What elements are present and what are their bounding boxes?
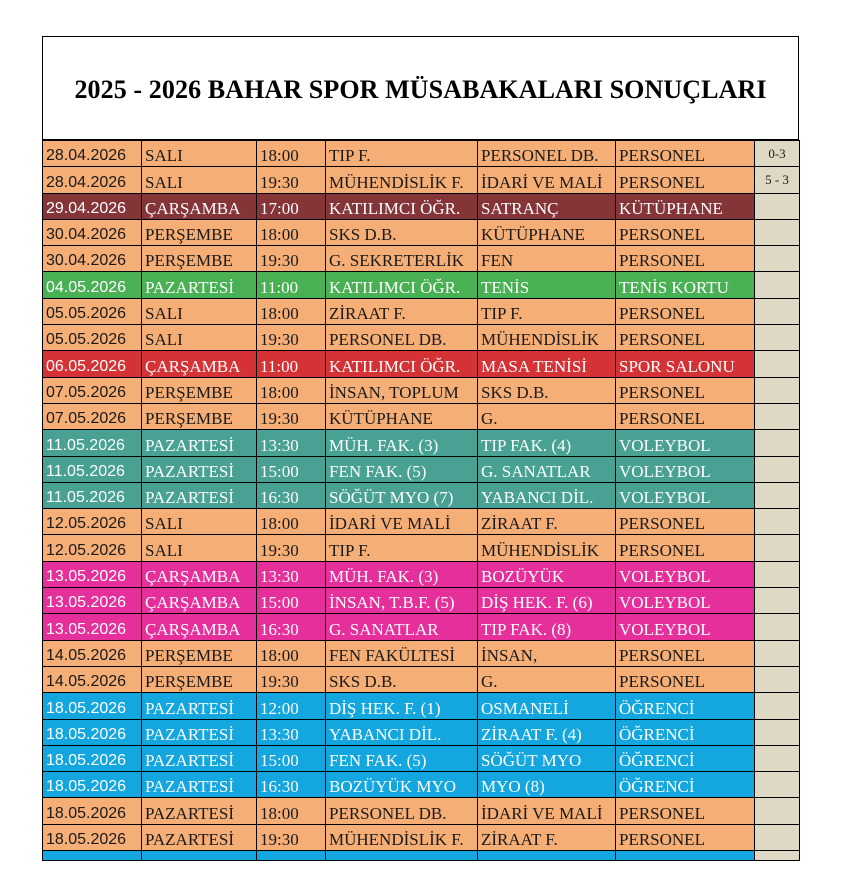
match-venue: PERSONEL — [616, 141, 755, 167]
home-team: PERSONEL DB. — [326, 798, 478, 824]
match-day — [142, 851, 257, 861]
table-row — [43, 509, 800, 535]
away-team: YABANCI DİL. — [478, 482, 616, 508]
match-date: 11.05.2026 — [43, 482, 142, 508]
home-team: SÖĞÜT MYO (7) — [326, 482, 478, 508]
match-venue: PERSONEL — [616, 219, 755, 245]
match-score — [755, 482, 800, 508]
away-team: ZİRAAT F. (4) — [478, 719, 616, 745]
away-team: TIP F. — [478, 298, 616, 324]
match-time: 13:30 — [257, 719, 326, 745]
table-row — [43, 772, 800, 798]
match-day: PAZARTESİ — [142, 772, 257, 798]
match-score — [755, 246, 800, 272]
home-team: G. SANATLAR — [326, 614, 478, 640]
match-date: 18.05.2026 — [43, 772, 142, 798]
home-team: FEN FAKÜLTESİ — [326, 640, 478, 666]
home-team: G. SEKRETERLİK — [326, 246, 478, 272]
away-team: G. — [478, 403, 616, 429]
match-day: PAZARTESİ — [142, 430, 257, 456]
match-score — [755, 772, 800, 798]
match-time: 19:30 — [257, 167, 326, 193]
match-venue: VOLEYBOL — [616, 456, 755, 482]
match-day: SALI — [142, 535, 257, 561]
match-day: PAZARTESİ — [142, 456, 257, 482]
match-time: 11:00 — [257, 351, 326, 377]
match-venue: SPOR SALONU — [616, 351, 755, 377]
home-team: MÜHENDİSLİK F. — [326, 824, 478, 850]
match-time: 18:00 — [257, 640, 326, 666]
match-venue: PERSONEL — [616, 798, 755, 824]
match-venue: VOLEYBOL — [616, 482, 755, 508]
match-score — [755, 298, 800, 324]
match-score — [755, 719, 800, 745]
match-day: ÇARŞAMBA — [142, 561, 257, 587]
match-day: PAZARTESİ — [142, 482, 257, 508]
home-team: BOZÜYÜK MYO — [326, 772, 478, 798]
table-row — [43, 535, 800, 561]
away-team: SATRANÇ — [478, 193, 616, 219]
away-team: TIP FAK. (4) — [478, 430, 616, 456]
match-score — [755, 614, 800, 640]
match-date: 05.05.2026 — [43, 325, 142, 351]
match-date: 28.04.2026 — [43, 141, 142, 167]
home-team: KATILIMCI ÖĞR. — [326, 351, 478, 377]
match-date: 05.05.2026 — [43, 298, 142, 324]
match-day: ÇARŞAMBA — [142, 193, 257, 219]
away-team: OSMANELİ — [478, 693, 616, 719]
table-row — [43, 482, 800, 508]
title-box — [42, 36, 799, 140]
match-score — [755, 535, 800, 561]
match-day: ÇARŞAMBA — [142, 614, 257, 640]
match-venue: PERSONEL — [616, 535, 755, 561]
match-time: 18:00 — [257, 377, 326, 403]
match-day: SALI — [142, 167, 257, 193]
away-team: DİŞ HEK. F. (6) — [478, 588, 616, 614]
match-score: 5 - 3 — [755, 167, 800, 193]
away-team: FEN — [478, 246, 616, 272]
home-team: SKS D.B. — [326, 666, 478, 692]
table-row — [43, 167, 800, 193]
match-venue: PERSONEL — [616, 377, 755, 403]
match-time: 16:30 — [257, 482, 326, 508]
match-date: 12.05.2026 — [43, 535, 142, 561]
away-team: ZİRAAT F. — [478, 824, 616, 850]
home-team — [326, 851, 478, 861]
away-team: G. — [478, 666, 616, 692]
match-venue: PERSONEL — [616, 509, 755, 535]
match-day: SALI — [142, 298, 257, 324]
table-row — [43, 851, 800, 861]
match-time: 16:30 — [257, 614, 326, 640]
away-team: MÜHENDİSLİK — [478, 535, 616, 561]
match-time: 19:30 — [257, 535, 326, 561]
match-day: PERŞEMBE — [142, 666, 257, 692]
match-score — [755, 561, 800, 587]
match-date: 18.05.2026 — [43, 693, 142, 719]
table-row — [43, 298, 800, 324]
match-time: 18:00 — [257, 298, 326, 324]
table-row — [43, 719, 800, 745]
match-date: 12.05.2026 — [43, 509, 142, 535]
match-score — [755, 824, 800, 850]
match-time: 13:30 — [257, 430, 326, 456]
match-time: 17:00 — [257, 193, 326, 219]
match-score — [755, 588, 800, 614]
table-row — [43, 219, 800, 245]
match-venue: ÖĞRENCİ — [616, 719, 755, 745]
table-row — [43, 561, 800, 587]
match-time: 19:30 — [257, 403, 326, 429]
match-score — [755, 456, 800, 482]
match-venue: VOLEYBOL — [616, 561, 755, 587]
match-date: 04.05.2026 — [43, 272, 142, 298]
match-date: 11.05.2026 — [43, 430, 142, 456]
results-table — [42, 140, 800, 861]
match-venue: PERSONEL — [616, 824, 755, 850]
table-row — [43, 351, 800, 377]
match-time: 18:00 — [257, 141, 326, 167]
match-score: 0-3 — [755, 141, 800, 167]
match-venue: PERSONEL — [616, 167, 755, 193]
home-team: ZİRAAT F. — [326, 298, 478, 324]
away-team: KÜTÜPHANE — [478, 219, 616, 245]
home-team: KATILIMCI ÖĞR. — [326, 193, 478, 219]
match-day: PERŞEMBE — [142, 246, 257, 272]
home-team: SKS D.B. — [326, 219, 478, 245]
match-time: 19:30 — [257, 246, 326, 272]
table-row — [43, 246, 800, 272]
match-time: 15:00 — [257, 588, 326, 614]
table-row — [43, 430, 800, 456]
home-team: FEN FAK. (5) — [326, 456, 478, 482]
table-row — [43, 693, 800, 719]
match-date: 13.05.2026 — [43, 588, 142, 614]
home-team: İNSAN, TOPLUM — [326, 377, 478, 403]
home-team: YABANCI DİL. — [326, 719, 478, 745]
away-team: SÖĞÜT MYO — [478, 745, 616, 771]
away-team: TIP FAK. (8) — [478, 614, 616, 640]
match-score — [755, 798, 800, 824]
match-venue: PERSONEL — [616, 325, 755, 351]
away-team: İDARİ VE MALİ — [478, 798, 616, 824]
table-row — [43, 666, 800, 692]
match-time: 18:00 — [257, 219, 326, 245]
match-score — [755, 377, 800, 403]
match-time: 11:00 — [257, 272, 326, 298]
match-day: PERŞEMBE — [142, 377, 257, 403]
match-date: 28.04.2026 — [43, 167, 142, 193]
match-time: 19:30 — [257, 666, 326, 692]
match-venue — [616, 851, 755, 861]
match-date: 18.05.2026 — [43, 824, 142, 850]
match-day: PAZARTESİ — [142, 693, 257, 719]
match-venue: TENİS KORTU — [616, 272, 755, 298]
match-day: PERŞEMBE — [142, 219, 257, 245]
match-time: 13:30 — [257, 561, 326, 587]
home-team: İNSAN, T.B.F. (5) — [326, 588, 478, 614]
match-date — [43, 851, 142, 861]
home-team: İDARİ VE MALİ — [326, 509, 478, 535]
match-venue: ÖĞRENCİ — [616, 745, 755, 771]
table-row — [43, 325, 800, 351]
match-day: PAZARTESİ — [142, 719, 257, 745]
match-day: ÇARŞAMBA — [142, 351, 257, 377]
match-day: SALI — [142, 325, 257, 351]
match-time: 19:30 — [257, 325, 326, 351]
match-time: 18:00 — [257, 509, 326, 535]
home-team: TIP F. — [326, 535, 478, 561]
away-team: İNSAN, — [478, 640, 616, 666]
match-time — [257, 851, 326, 861]
match-venue: PERSONEL — [616, 640, 755, 666]
home-team: MÜH. FAK. (3) — [326, 430, 478, 456]
match-day: PERŞEMBE — [142, 640, 257, 666]
match-day: SALI — [142, 141, 257, 167]
match-date: 30.04.2026 — [43, 246, 142, 272]
match-date: 13.05.2026 — [43, 561, 142, 587]
away-team — [478, 851, 616, 861]
away-team: ZİRAAT F. — [478, 509, 616, 535]
home-team: FEN FAK. (5) — [326, 745, 478, 771]
table-row — [43, 824, 800, 850]
match-date: 14.05.2026 — [43, 640, 142, 666]
table-row — [43, 141, 800, 167]
match-venue: VOLEYBOL — [616, 614, 755, 640]
match-date: 13.05.2026 — [43, 614, 142, 640]
away-team: MÜHENDİSLİK — [478, 325, 616, 351]
match-venue: VOLEYBOL — [616, 430, 755, 456]
away-team: MASA TENİSİ — [478, 351, 616, 377]
table-row — [43, 588, 800, 614]
match-day: PAZARTESİ — [142, 798, 257, 824]
away-team: İDARİ VE MALİ — [478, 167, 616, 193]
away-team: PERSONEL DB. — [478, 141, 616, 167]
away-team: TENİS — [478, 272, 616, 298]
results-sheet — [42, 36, 799, 861]
match-date: 07.05.2026 — [43, 403, 142, 429]
away-team: SKS D.B. — [478, 377, 616, 403]
match-date: 29.04.2026 — [43, 193, 142, 219]
match-day: PAZARTESİ — [142, 745, 257, 771]
match-day: SALI — [142, 509, 257, 535]
home-team: DİŞ HEK. F. (1) — [326, 693, 478, 719]
match-score — [755, 193, 800, 219]
match-day: ÇARŞAMBA — [142, 588, 257, 614]
table-row — [43, 272, 800, 298]
match-score — [755, 430, 800, 456]
match-time: 15:00 — [257, 456, 326, 482]
match-score — [755, 325, 800, 351]
match-score — [755, 851, 800, 861]
away-team: MYO (8) — [478, 772, 616, 798]
table-row — [43, 456, 800, 482]
table-row — [43, 403, 800, 429]
table-row — [43, 745, 800, 771]
match-score — [755, 272, 800, 298]
table-row — [43, 614, 800, 640]
match-date: 18.05.2026 — [43, 719, 142, 745]
away-team: BOZÜYÜK — [478, 561, 616, 587]
match-venue: ÖĞRENCİ — [616, 693, 755, 719]
home-team: PERSONEL DB. — [326, 325, 478, 351]
match-date: 07.05.2026 — [43, 377, 142, 403]
match-time: 18:00 — [257, 798, 326, 824]
match-date: 30.04.2026 — [43, 219, 142, 245]
match-score — [755, 745, 800, 771]
table-row — [43, 640, 800, 666]
match-venue: ÖĞRENCİ — [616, 772, 755, 798]
match-score — [755, 640, 800, 666]
match-date: 14.05.2026 — [43, 666, 142, 692]
table-row — [43, 193, 800, 219]
table-row — [43, 798, 800, 824]
match-time: 15:00 — [257, 745, 326, 771]
match-venue: KÜTÜPHANE — [616, 193, 755, 219]
match-venue: PERSONEL — [616, 666, 755, 692]
match-score — [755, 693, 800, 719]
home-team: MÜHENDİSLİK F. — [326, 167, 478, 193]
match-venue: VOLEYBOL — [616, 588, 755, 614]
match-date: 18.05.2026 — [43, 798, 142, 824]
match-day: PAZARTESİ — [142, 272, 257, 298]
match-date: 11.05.2026 — [43, 456, 142, 482]
home-team: KATILIMCI ÖĞR. — [326, 272, 478, 298]
match-date: 06.05.2026 — [43, 351, 142, 377]
home-team: MÜH. FAK. (3) — [326, 561, 478, 587]
match-date: 18.05.2026 — [43, 745, 142, 771]
match-day: PERŞEMBE — [142, 403, 257, 429]
match-time: 12:00 — [257, 693, 326, 719]
match-score — [755, 403, 800, 429]
match-score — [755, 219, 800, 245]
home-team: TIP F. — [326, 141, 478, 167]
match-venue: PERSONEL — [616, 246, 755, 272]
home-team: KÜTÜPHANE — [326, 403, 478, 429]
page-title: 2025 - 2026 BAHAR SPOR MÜSABAKALARI SONUÇLARI — [74, 75, 767, 104]
match-day: PAZARTESİ — [142, 824, 257, 850]
match-score — [755, 351, 800, 377]
match-score — [755, 509, 800, 535]
table-row — [43, 377, 800, 403]
away-team: G. SANATLAR — [478, 456, 616, 482]
match-time: 16:30 — [257, 772, 326, 798]
match-time: 19:30 — [257, 824, 326, 850]
results-table-body — [43, 141, 800, 861]
match-score — [755, 666, 800, 692]
match-venue: PERSONEL — [616, 403, 755, 429]
match-venue: PERSONEL — [616, 298, 755, 324]
